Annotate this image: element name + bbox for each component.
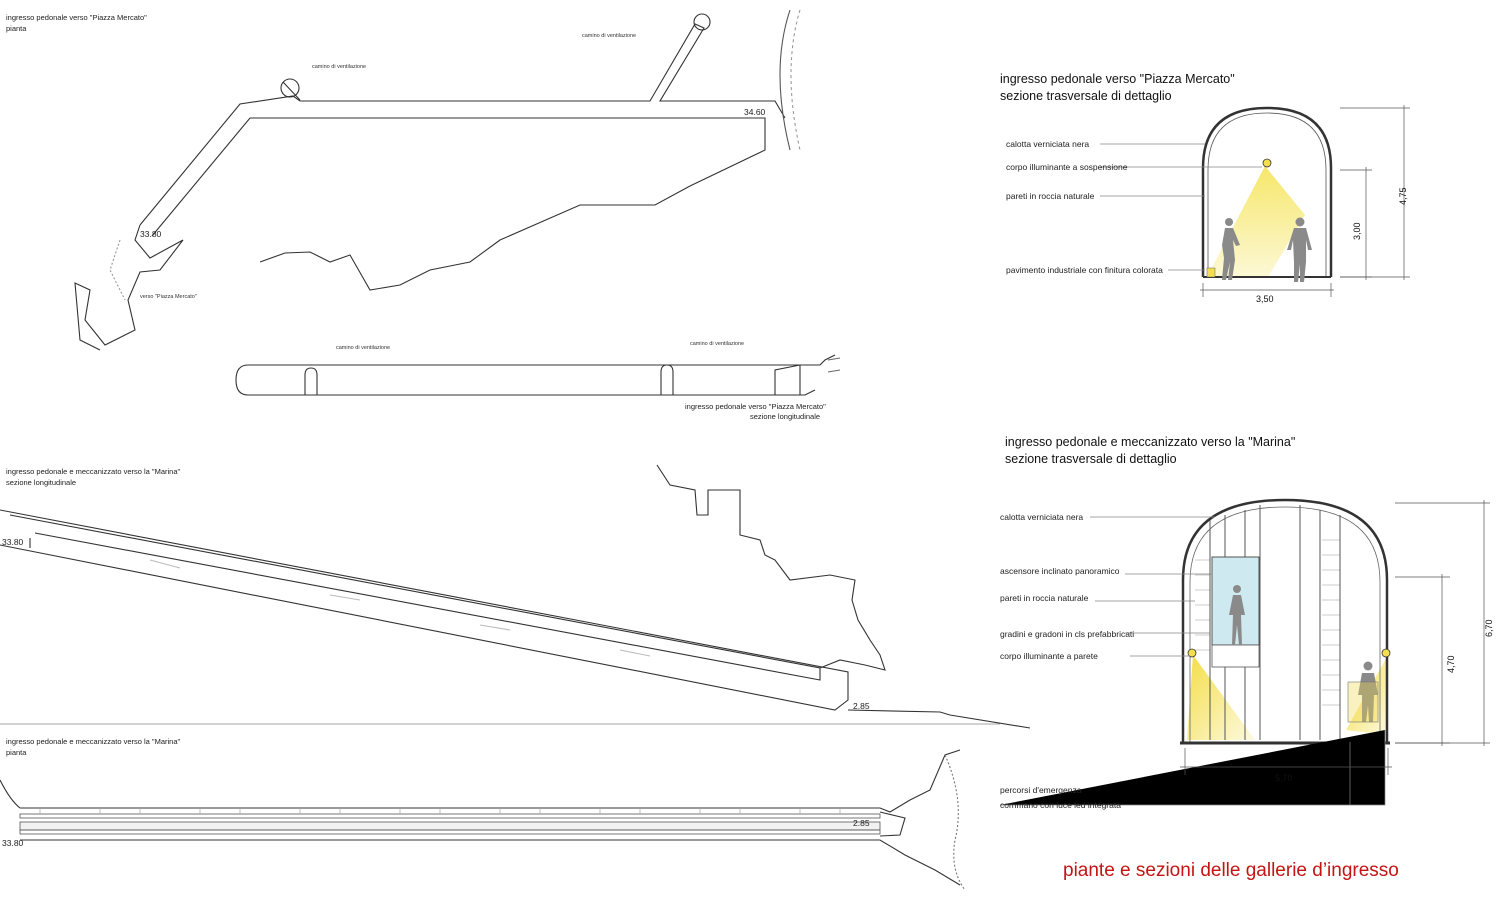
detail-label: corrimano con luce led integrata <box>1000 800 1121 810</box>
dim-total-height: 6,70 <box>1484 619 1494 637</box>
plan-mercato-title-1: ingresso pedonale verso "Piazza Mercato" <box>6 13 147 22</box>
plan-marina-title-1: ingresso pedonale e meccanizzato verso la "Marina" <box>6 737 181 746</box>
detail-mercato-title-2: sezione trasversale di dettaglio <box>1000 89 1172 103</box>
detail-label: calotta verniciata nera <box>1006 139 1090 149</box>
level-mark: 2.85 <box>853 818 870 828</box>
detail-marina-title-2: sezione trasversale di dettaglio <box>1005 452 1177 466</box>
long-marina-title-2: sezione longitudinale <box>6 478 77 487</box>
detail-label: corpo illuminante a sospensione <box>1006 162 1128 172</box>
level-mark: 34.60 <box>744 107 766 117</box>
long-mercato-title-1: ingresso pedonale verso "Piazza Mercato" <box>685 402 826 411</box>
dim-width: 5,70 <box>1275 773 1293 783</box>
dim-wall-height: 3,00 <box>1352 222 1362 240</box>
level-mark: 2.85 <box>853 701 870 711</box>
detail-label: pavimento industriale con finitura colorata <box>1006 265 1163 275</box>
long-mercato-drawing <box>236 355 840 395</box>
dim-total-height: 4,75 <box>1398 187 1408 205</box>
detail-label: gradini e gradoni in cls prefabbricati <box>1000 629 1135 639</box>
vent-label: camino di ventilazione <box>336 345 391 351</box>
detail-label: pareti in roccia naturale <box>1006 191 1095 201</box>
level-mark: 33.80 <box>140 229 162 239</box>
dim-width: 3,50 <box>1256 294 1274 304</box>
dim-wall-height: 4,70 <box>1446 655 1456 673</box>
detail-label: pareti in roccia naturale <box>1000 593 1089 603</box>
direction-label: verso "Piazza Mercato" <box>140 294 197 300</box>
plan-marina-title-2: pianta <box>6 748 27 757</box>
level-mark: 33.80 <box>2 537 24 547</box>
vent-label: camino di ventilazione <box>312 64 367 70</box>
level-mark: 33.80 <box>2 838 24 848</box>
plan-mercato-title-2: pianta <box>6 24 27 33</box>
vent-label: camino di ventilazione <box>690 341 745 347</box>
detail-label: ascensore inclinato panoramico <box>1000 566 1120 576</box>
detail-marina-title-1: ingresso pedonale e meccanizzato verso la "Marina" <box>1005 435 1296 449</box>
detail-label: calotta verniciata nera <box>1000 512 1084 522</box>
long-marina-title-1: ingresso pedonale e meccanizzato verso la "Marina" <box>6 467 181 476</box>
vent-label: camino di ventilazione <box>582 33 637 39</box>
plan-marina-drawing <box>0 750 965 890</box>
detail-mercato-title-1: ingresso pedonale verso "Piazza Mercato" <box>1000 72 1235 86</box>
long-mercato-title-2: sezione longitudinale <box>750 412 821 421</box>
figure-caption: piante e sezioni delle gallerie d’ingresso <box>1063 860 1399 881</box>
detail-label: corpo illuminante a parete <box>1000 651 1098 661</box>
plan-marina-ticks <box>40 808 840 814</box>
detail-label: percorsi d'emergenza <box>1000 785 1082 795</box>
long-marina-drawing <box>0 465 1030 728</box>
